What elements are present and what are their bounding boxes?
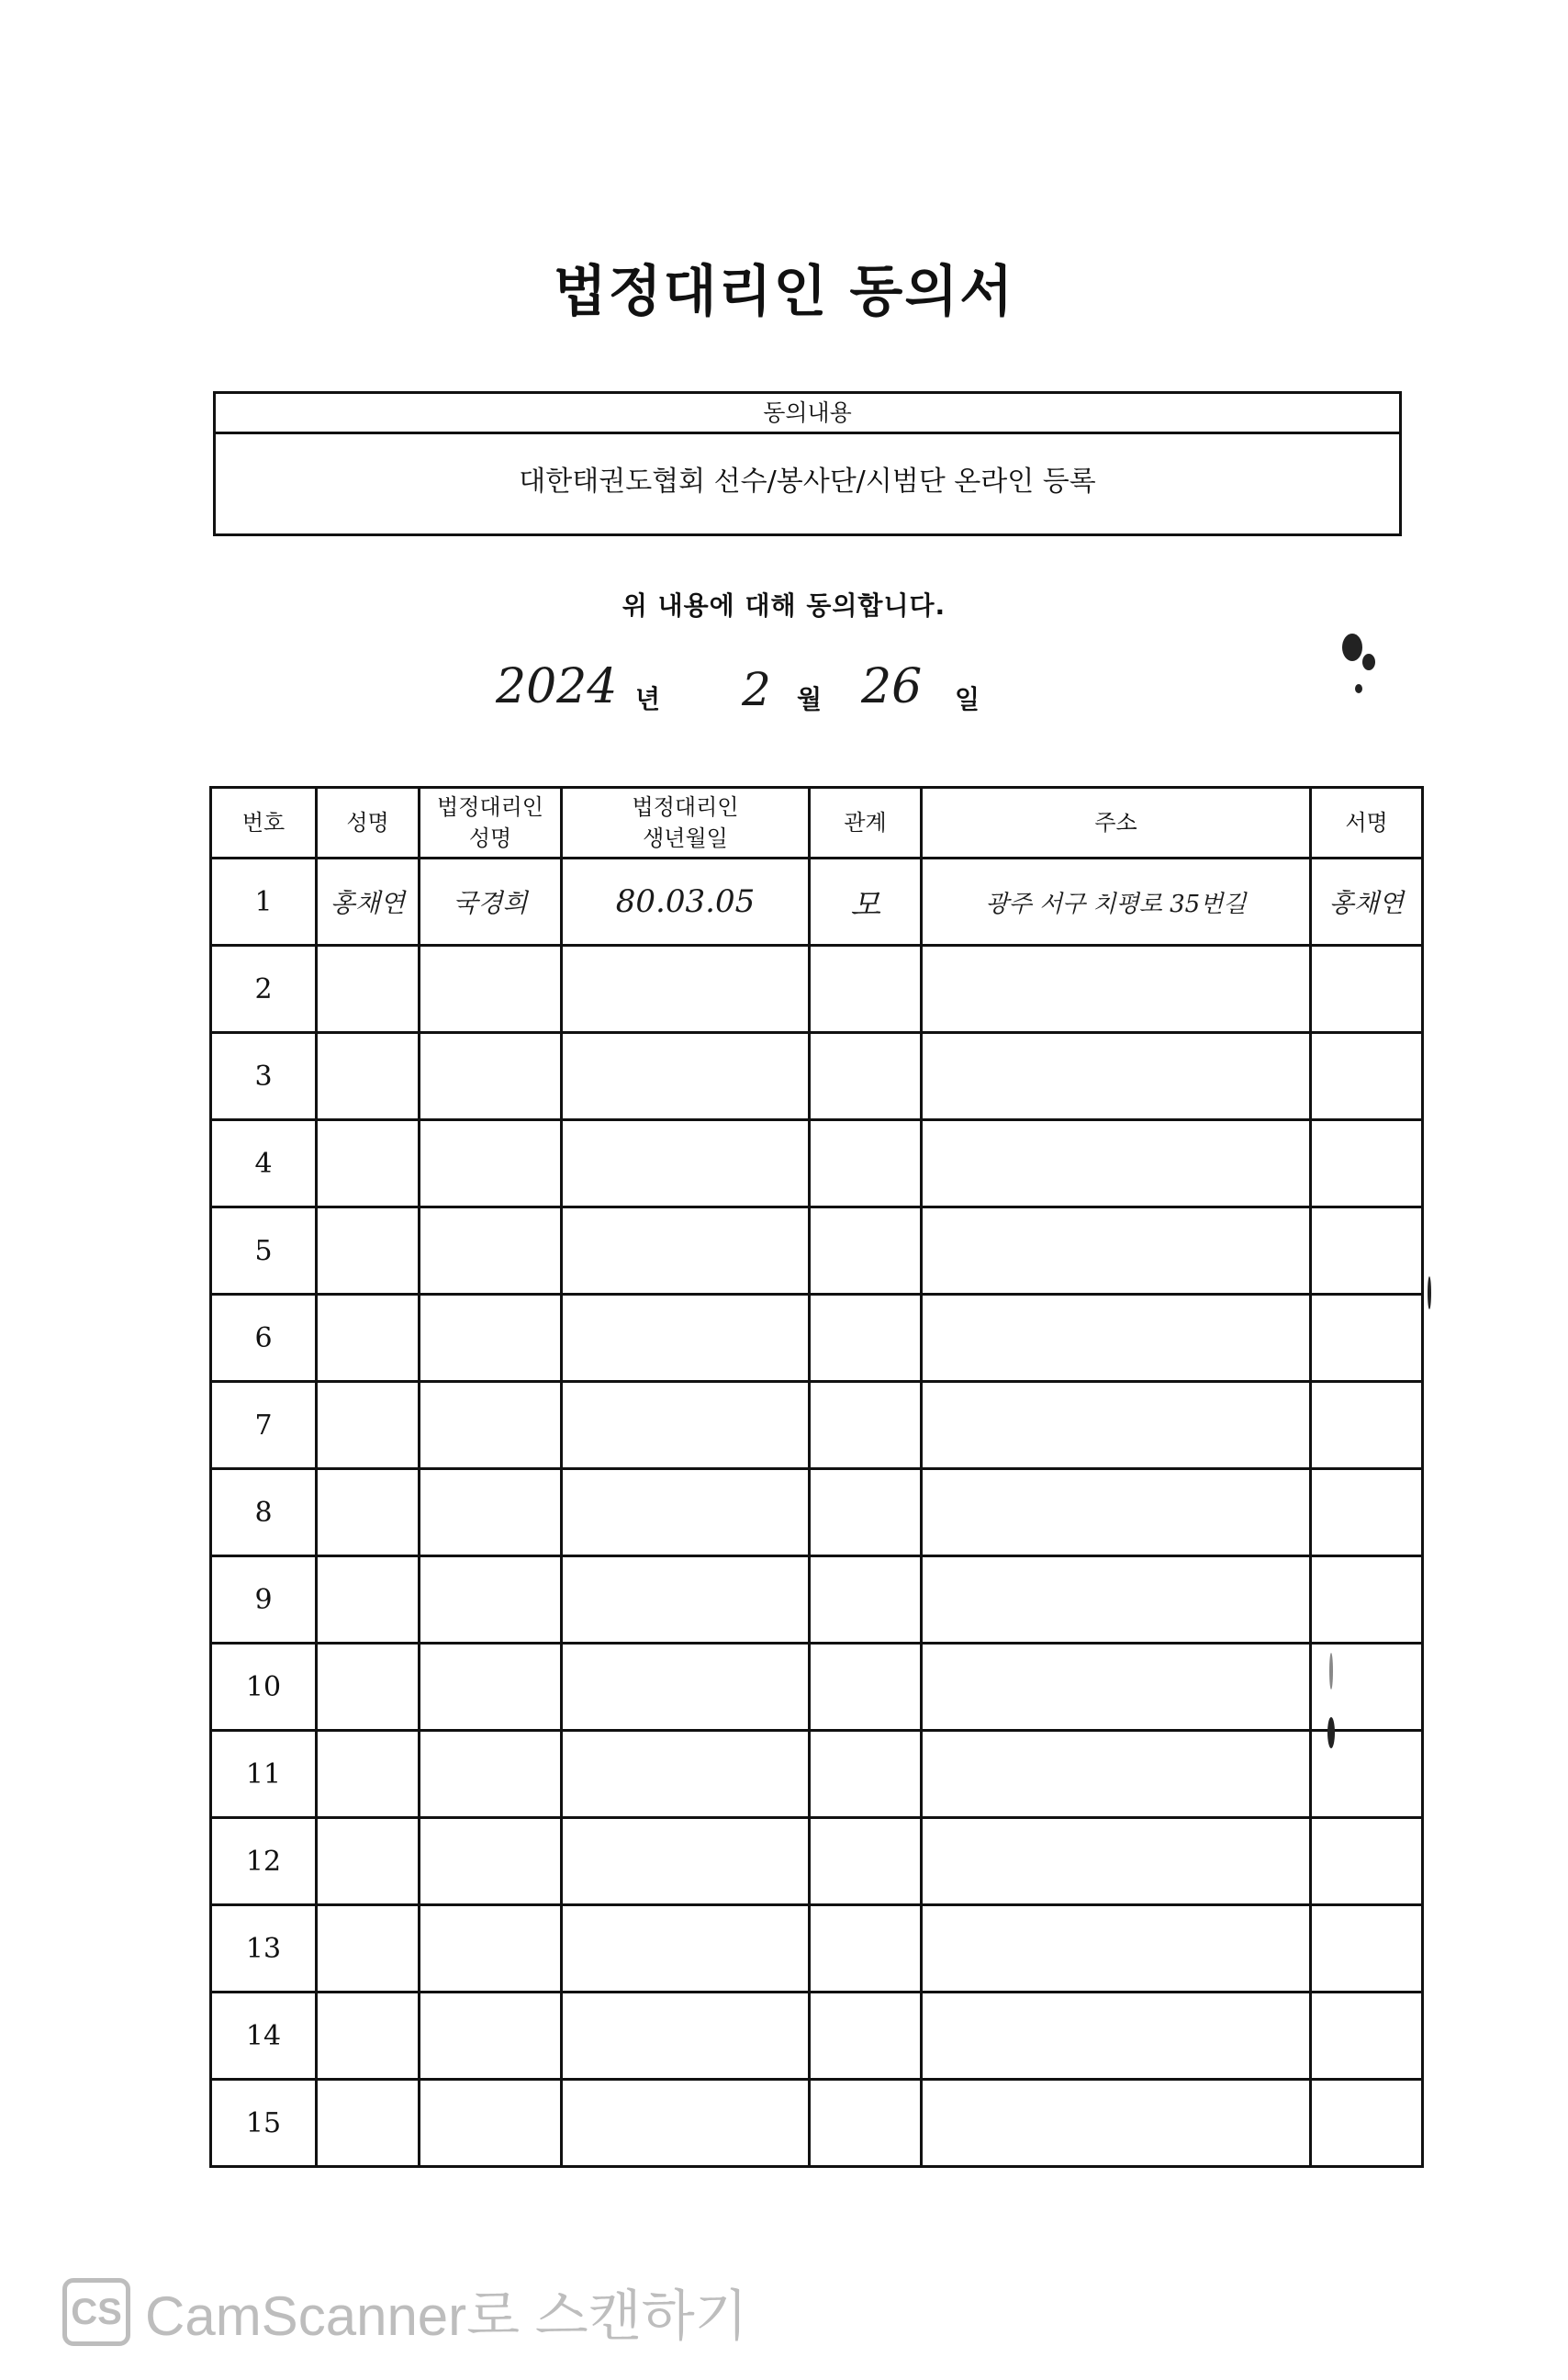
cell-guardian-name [420,1993,562,2080]
cell-relation: 모 [810,859,922,946]
cell-relation [810,1207,922,1295]
header-name: 성명 [317,788,420,859]
date-year-unit: 년 [635,684,661,714]
cell-relation [810,1033,922,1120]
table-row [211,1644,1423,1731]
cell-address [922,1556,1311,1644]
cell-address [922,1993,1311,2080]
cell-guardian-name [420,1469,562,1556]
cell-guardian-birth [562,1905,810,1993]
cell-guardian-name [420,1382,562,1469]
cell-guardian-birth [562,946,810,1033]
cell-guardian-birth [562,1207,810,1295]
cell-number: 14 [211,1993,317,2080]
cell-guardian-birth [562,2080,810,2167]
cell-guardian-birth [562,1993,810,2080]
table-row [211,946,1423,1033]
cell-signature [1311,1644,1423,1731]
header-address: 주소 [922,788,1311,859]
cell-address: 광주 서구 치평로 35번길 [922,859,1311,946]
consent-body: 대한태권도협회 선수/봉사단/시범단 온라인 등록 [519,466,1096,498]
cell-guardian-name [420,1644,562,1731]
cell-address [922,1905,1311,1993]
cell-number: 5 [211,1207,317,1295]
watermark-text: CamScanner로 스캔하기 [145,2285,748,2347]
cell-guardian-name [420,946,562,1033]
cell-signature [1311,946,1423,1033]
table-row [211,859,1423,946]
cell-relation [810,2080,922,2167]
date-year: 2024 [496,659,618,714]
cell-number: 7 [211,1382,317,1469]
cell-relation [810,1993,922,2080]
cell-relation [810,1120,922,1207]
cell-name [317,1033,420,1120]
table-row [211,1382,1423,1469]
cell-signature [1311,1818,1423,1905]
cell-signature [1311,1295,1423,1382]
cell-signature [1311,1469,1423,1556]
cell-name [317,1818,420,1905]
cell-number: 3 [211,1033,317,1120]
cell-name [317,2080,420,2167]
cell-relation [810,1644,922,1731]
cell-guardian-birth [562,1469,810,1556]
header-guardian-name: 법정대리인 성명 [420,788,562,859]
table-row [211,1905,1423,1993]
cell-guardian-name [420,1905,562,1993]
cell-number: 9 [211,1556,317,1644]
scan-speck [1329,1653,1333,1690]
cell-number: 1 [211,859,317,946]
cell-name [317,1295,420,1382]
cell-guardian-birth [562,1295,810,1382]
date-line [0,659,1568,724]
cell-signature [1311,1993,1423,2080]
cell-signature [1311,1731,1423,1818]
cell-guardian-birth [562,1818,810,1905]
cell-address [922,1295,1311,1382]
cell-name [317,1644,420,1731]
date-month-unit: 월 [797,684,823,714]
cell-guardian-birth [562,1731,810,1818]
page-title: 법정대리인 동의서 [553,260,1015,324]
cell-guardian-name [420,1120,562,1207]
registration-table [209,786,1424,2168]
cell-number: 13 [211,1905,317,1993]
date-month: 2 [742,663,771,716]
cell-guardian-birth [562,1556,810,1644]
table-row [211,1033,1423,1120]
table-row [211,1207,1423,1295]
cell-relation [810,1731,922,1818]
cell-address [922,1207,1311,1295]
agree-statement: 위 내용에 대해 동의합니다. [622,590,946,621]
table-row [211,1818,1423,1905]
date-day: 26 [861,659,923,714]
cell-name [317,1382,420,1469]
cell-signature [1311,2080,1423,2167]
cell-address [922,1469,1311,1556]
cell-guardian-name [420,1818,562,1905]
scan-speck [1362,654,1375,670]
camscanner-watermark [62,2275,748,2349]
table-row [211,1731,1423,1818]
cell-signature [1311,1382,1423,1469]
header-relation: 관계 [810,788,922,859]
cell-guardian-birth [562,1382,810,1469]
cell-guardian-name [420,2080,562,2167]
cell-address [922,1731,1311,1818]
cell-address [922,1033,1311,1120]
cell-guardian-birth [562,1033,810,1120]
table-row [211,1120,1423,1207]
cell-number: 8 [211,1469,317,1556]
header-signature: 서명 [1311,788,1423,859]
cell-relation [810,1556,922,1644]
cell-relation [810,1295,922,1382]
cell-guardian-name [420,1731,562,1818]
cell-name [317,1207,420,1295]
cell-signature [1311,1120,1423,1207]
header-number: 번호 [211,788,317,859]
scan-speck [1327,1717,1335,1748]
cell-number: 6 [211,1295,317,1382]
cell-name [317,1120,420,1207]
cell-name [317,1556,420,1644]
table-row [211,1993,1423,2080]
cell-relation [810,1382,922,1469]
cell-guardian-name [420,1033,562,1120]
cell-guardian-birth [562,1120,810,1207]
cell-relation [810,1905,922,1993]
cell-guardian-birth: 80.03.05 [562,859,810,946]
consent-header: 동의내용 [216,394,1399,434]
cell-number: 4 [211,1120,317,1207]
cell-name [317,1905,420,1993]
cell-signature [1311,1033,1423,1120]
cell-signature [1311,1207,1423,1295]
scan-speck [1342,634,1362,661]
cell-address [922,946,1311,1033]
table-row [211,1556,1423,1644]
cell-number: 12 [211,1818,317,1905]
cell-guardian-name [420,1207,562,1295]
consent-box [213,391,1402,536]
date-day-unit: 일 [955,684,980,714]
cell-guardian-name [420,1556,562,1644]
scan-speck [1428,1276,1431,1309]
table-row [211,2080,1423,2167]
cell-guardian-birth [562,1644,810,1731]
cell-name [317,1731,420,1818]
cell-number: 10 [211,1644,317,1731]
cell-address [922,1120,1311,1207]
table-row [211,1469,1423,1556]
cell-relation [810,946,922,1033]
cell-number: 11 [211,1731,317,1818]
scan-speck [1355,684,1362,693]
table-header-row [211,788,1423,859]
cell-signature [1311,1556,1423,1644]
cell-address [922,1382,1311,1469]
cell-signature: 홍채연 [1311,859,1423,946]
cell-guardian-name: 국경희 [420,859,562,946]
cell-relation [810,1818,922,1905]
cell-address [922,2080,1311,2167]
cell-address [922,1644,1311,1731]
table-row [211,1295,1423,1382]
cell-name [317,946,420,1033]
cell-name [317,1993,420,2080]
cell-relation [810,1469,922,1556]
cell-name [317,1469,420,1556]
header-guardian-birth: 법정대리인 생년월일 [562,788,810,859]
camscanner-logo-icon: CS [62,2278,130,2346]
cell-number: 2 [211,946,317,1033]
cell-address [922,1818,1311,1905]
cell-number: 15 [211,2080,317,2167]
cell-signature [1311,1905,1423,1993]
cell-guardian-name [420,1295,562,1382]
cell-name: 홍채연 [317,859,420,946]
